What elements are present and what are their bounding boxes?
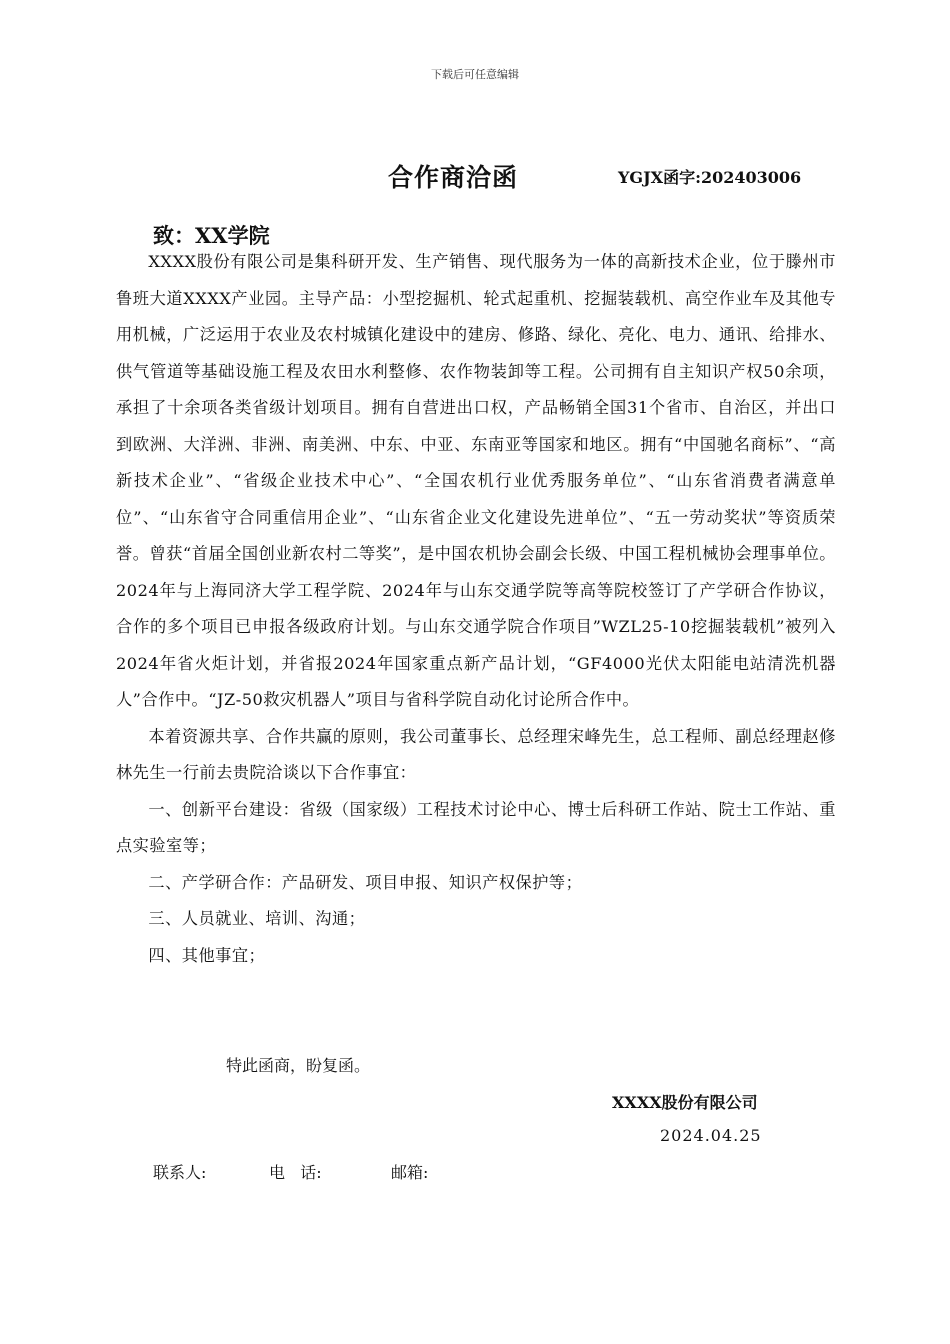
letter-title: 合作商洽函: [388, 163, 519, 192]
closing-line: 特此函商，盼复函。: [226, 1056, 371, 1075]
contact-line: [153, 1160, 428, 1183]
intro-paragraph: XXXX股份有限公司是集科研开发、生产销售、现代服务为一体的高新技术企业，位于滕州市鲁班大道XXXX产业园。主导产品：小型挖掘机、轮式起重机、挖掘装载机、高空作业车及其他专用机械，广泛运用于农业及农村城镇化建设中的建房、修路、绿化、亮化、电力、通讯、给排水、供气管道等基础设施工程及农田水利整修、农作物装卸等工程。公司拥有自主知识产权50余项，承担了十余项各类省级计划项目。拥有自营进出口权，产品畅销全国31个省市、自治区，并出口到欧洲、大洋洲、非洲、南美洲、中东、中亚、东南亚等国家和地区。拥有“中国驰名商标”、“高新技术企业”、“省级企业技术中心”、“全国农机行业优秀服务单位”、“山东省消费者满意单位”、“山东省守合同重信用企业”、“山东省企业文化建设先进单位”、“五一劳动奖状”等资质荣誉。曾获“首届全国创业新农村二等奖”，是中国农机协会副会长级、中国工程机械协会理事单位。2024年与上海同济大学工程学院、2024年与山东交通学院等高等院校签订了产学研合作协议，合作的多个项目已申报各级政府计划。与山东交通学院合作项目”WZL25-10挖掘装载机”被列入2024年省火炬计划，并省报2024年国家重点新产品计划，“GF4000光伏太阳能电站清洗机器人”合作中。“JZ-50救灾机器人”项目与省科学院自动化讨论所合作中。: [116, 252, 836, 709]
letter-date: 2024.04.25: [660, 1126, 762, 1145]
list-item: 三、人员就业、培训、沟通；: [148, 909, 366, 928]
contact-email-label: 邮箱:: [391, 1163, 429, 1182]
contact-person-label: 联系人:: [153, 1163, 207, 1182]
salutation: 致：XX学院: [153, 223, 270, 248]
list-item: 四、其他事宜；: [148, 945, 266, 965]
letter-body: [116, 244, 836, 974]
header-note: 下载后可任意编辑: [431, 68, 519, 81]
contact-phone-label: 电 话:: [269, 1163, 322, 1182]
purpose-paragraph: 本着资源共享、合作共赢的原则，我公司董事长、总经理宋峰先生，总工程师、副总经理赵修林先生一行前去贵院洽谈以下合作事宜：: [116, 726, 836, 782]
company-signature: XXXX股份有限公司: [612, 1093, 758, 1112]
title-row: [0, 158, 950, 194]
reference-number: YGJX函字:202403006: [618, 168, 802, 187]
list-item: 一、创新平台建设：省级（国家级）工程技术讨论中心、博士后科研工作站、院士工作站、重点实验室等；: [116, 799, 836, 855]
list-item: 二、产学研合作：产品研发、项目申报、知识产权保护等；: [148, 872, 583, 892]
